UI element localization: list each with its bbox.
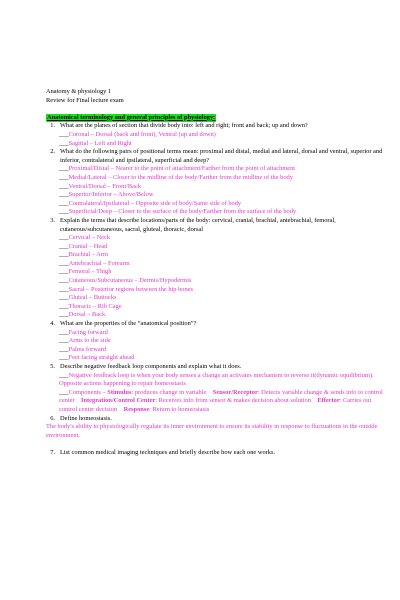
answer-line: ___Superficial/Deep – Closer to the surface of the body/Farther from the surface of the body	[59, 208, 297, 216]
course-title: Anatomy & physiology 1	[46, 88, 112, 95]
section-title-highlight: Anatomical terminology and general principles of physiology:	[47, 113, 216, 121]
answer-line: ___Coronal – Dorsal (back and front), Ventral (up and down)	[59, 130, 216, 138]
question-number: 5.	[50, 363, 55, 370]
question-text: What are the properties of the “anatomical position”?	[60, 320, 197, 328]
question-text: Define homeostasis.	[60, 414, 112, 422]
answer-line: ___Palms forward	[59, 345, 107, 353]
question-text: Describe negative feedback loop components and explain what it does.	[60, 363, 242, 370]
answer-line: ___Cutaneous/Subcutaneous – Dermis/Hypodermis	[59, 277, 192, 285]
answer-line: ___Thoracic – Rib Cage	[59, 302, 122, 310]
question-2	[46, 148, 384, 165]
answer-line: ___Sacral – Posterior regions between the hip bones	[59, 285, 194, 293]
question-7	[46, 449, 384, 458]
stimulus-label: Stimulus	[107, 388, 132, 396]
section-heading	[46, 114, 384, 123]
answer-line: ___Gluteal – Buttocks	[59, 294, 117, 302]
integration-label: Integration/Control Center	[81, 397, 156, 405]
homeostasis-definition: The body's ability to physiologically regulate its inner environment to ensure its stability in response to fluctuations in the outside environment.	[46, 423, 378, 439]
answer-line: ___Contralateral/Ipsilateral – Opposite side of body/Same side of body	[59, 199, 242, 207]
answer-line: ___Dorsal – Back	[59, 311, 106, 319]
feedback-components: ___Components – Stimulus: produces change in variable Sensor/Receptor: Detects variable change & sends info to control center Integration/Control Center: Receives info from sensor & makes decision about solution Effector: Carries out control center decision Response: Return to homeostasis	[59, 388, 383, 413]
sensor-label: Sensor/Receptor	[212, 388, 258, 396]
question-number: 2.	[50, 148, 55, 156]
answer-line: ___Arms to the side	[59, 337, 111, 345]
answer-line: ___Femoral – Thigh	[59, 268, 112, 276]
question-text: What are the planes of section that divide body into: left and right; front and back; up and down?	[60, 122, 308, 130]
question-number: 4.	[50, 320, 55, 328]
question-number: 6.	[50, 414, 55, 422]
question-number: 7.	[50, 448, 55, 456]
answer-line: ___Feet facing straight ahead	[59, 354, 135, 362]
question-number: 1.	[50, 122, 55, 130]
answer-line: ___Sagittal – Left and Right	[59, 139, 132, 147]
question-1	[46, 122, 384, 131]
answer-line: ___Proximal/Distal – Nearer to the point of attachment/Farther from the point of attachment	[59, 165, 296, 173]
effector-label: Effector	[317, 397, 340, 405]
answer-line: ___Facing forward	[59, 328, 108, 336]
response-label: Response	[123, 405, 150, 413]
answer-line: ___Antebrachial – Forearm	[59, 259, 130, 267]
answer-line: ___Medial/Lateral – Closer to the midline of the body/Farther from the midline of the body	[59, 173, 293, 181]
answer-line: ___Cervical – Neck	[59, 234, 111, 242]
answer-paragraph: ___Negative feedback loop is when your body senses a change an activates mechanism to reverse it(dynamic equilibrium). Opposite actions happening to repair homeostasis	[59, 371, 374, 388]
question-3	[46, 217, 384, 234]
question-5	[46, 363, 384, 372]
question-4	[46, 320, 384, 329]
question-text: List common medical imaging techniques and briefly describe how each one works.	[60, 448, 276, 456]
answer-line: ___Brachial – Arm	[59, 251, 108, 259]
question-text: Explain the terms that describe locations/parts of the body: cervical, cranial, brachial, antebrachial, femoral, cutaneous/subcutaneous, sacral, gluteal, thoracic, dorsal	[60, 216, 336, 233]
document-page	[46, 88, 384, 458]
answer-line: ___Ventral/Dorsal – Front/Back	[59, 182, 142, 190]
answer-line: ___Superior/Inferior – Above/Below	[59, 191, 154, 199]
question-number: 3.	[50, 216, 55, 224]
spacer	[46, 105, 384, 114]
question-text: What do the following pairs of positional terms mean: proximal and distal, medial and lateral, dorsal and ventral, superior and inferior, contralateral and ipsilateral, superficial and deep?	[60, 148, 383, 164]
document-subtitle: Review for Final lecture exam	[46, 96, 124, 104]
question-6	[46, 415, 384, 424]
answer-line: ___Cranial – Head	[59, 242, 108, 250]
